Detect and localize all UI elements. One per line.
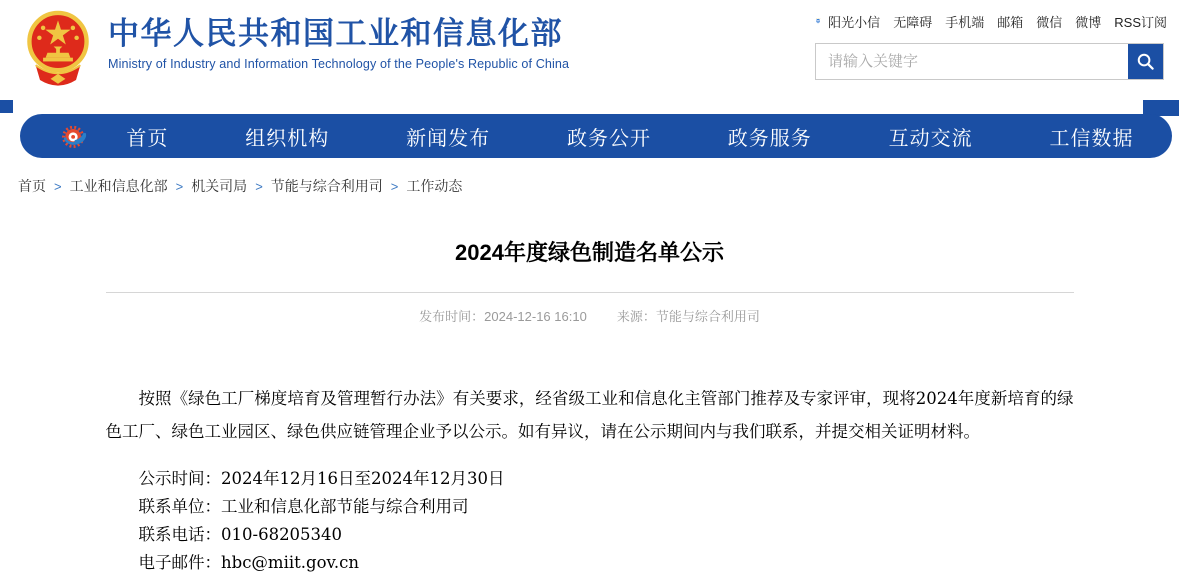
source-value: 节能与综合利用司 — [655, 309, 760, 324]
publish-time: 2024-12-16 16:10 — [484, 309, 587, 324]
nav-items — [88, 122, 1172, 151]
publicity-period-label: 公示时间： — [138, 469, 221, 488]
publicity-period-line — [106, 465, 1074, 493]
contact-phone-line — [106, 521, 1074, 549]
contact-unit-label: 联系单位： — [138, 497, 221, 516]
nav-item-miit-data[interactable]: 工信数据 — [1049, 127, 1134, 150]
contact-email-label: 电子邮件： — [138, 553, 221, 572]
contact-email-value: hbc@miit.gov.cn — [221, 553, 359, 572]
publish-time-label: 发布时间： — [419, 309, 485, 324]
site-title-en: Ministry of Industry and Information Technology of the People's Republic of China — [108, 57, 570, 71]
left-edge-accent — [0, 100, 13, 113]
breadcrumb-item-departments[interactable]: 机关司局 — [191, 178, 248, 194]
top-link-rss[interactable]: RSS订阅 — [1114, 14, 1167, 30]
search-icon — [1136, 52, 1155, 71]
article-body — [106, 382, 1074, 577]
miit-gear-e-logo-icon — [60, 122, 88, 150]
contact-unit-line — [106, 493, 1074, 521]
publish-info — [106, 306, 1074, 325]
top-links — [815, 10, 1167, 32]
article-title: 2024年度绿色制造名单公示 — [455, 240, 724, 265]
article-paragraph: 按照《绿色工厂梯度培育及管理暂行办法》有关要求，经省级工业和信息化主管部门推荐及专家评审，现将2024年度新培育的绿色工厂、绿色工业园区、绿色供应链管理企业予以公示。如有异议，请在公示期间内与我们联系，并提交相关证明材料。 — [105, 389, 1074, 441]
publicity-period-value: 2024年12月16日至2024年12月30日 — [221, 469, 505, 488]
site-title-cn: 中华人民共和国工业和信息化部 — [108, 16, 563, 51]
search-input[interactable] — [816, 44, 1128, 79]
search-box — [815, 43, 1164, 80]
top-link-weibo[interactable]: 微博 — [1075, 14, 1102, 30]
breadcrumb-separator-icon: > — [54, 178, 62, 194]
top-link-mobile[interactable]: 手机端 — [945, 14, 985, 30]
breadcrumb-separator-icon: > — [390, 178, 399, 194]
nav-item-news[interactable]: 新闻发布 — [406, 127, 491, 150]
contact-phone-label: 联系电话： — [138, 525, 221, 544]
breadcrumb-item-home[interactable]: 首页 — [18, 178, 46, 194]
breadcrumb-separator-icon: > — [255, 178, 263, 194]
breadcrumb-item-work-updates[interactable]: 工作动态 — [406, 178, 463, 194]
contact-info — [106, 465, 1074, 577]
title-divider — [106, 292, 1074, 293]
site-brand[interactable] — [18, 8, 569, 90]
article — [106, 236, 1074, 577]
nav-item-gov-services[interactable]: 政务服务 — [727, 127, 812, 150]
nav-item-organization[interactable]: 组织机构 — [245, 127, 330, 150]
top-link-sunshine-assistant[interactable]: 阳光小信 — [828, 14, 881, 30]
top-link-wechat[interactable]: 微信 — [1036, 14, 1063, 30]
national-emblem-icon — [18, 8, 98, 90]
breadcrumb-separator-icon: > — [175, 178, 184, 194]
site-header — [0, 0, 1179, 98]
search-button[interactable] — [1128, 44, 1163, 79]
nav-item-interaction[interactable]: 互动交流 — [888, 127, 973, 150]
main-nav-zone — [0, 98, 1179, 160]
breadcrumb-item-energy-conservation-dept[interactable]: 节能与综合利用司 — [270, 178, 383, 194]
header-right — [815, 10, 1167, 80]
source-label: 来源： — [616, 309, 656, 324]
assistant-mascot-icon — [815, 11, 821, 31]
main-nav-bar — [20, 114, 1172, 158]
nav-item-gov-affairs-disclosure[interactable]: 政务公开 — [566, 127, 651, 150]
breadcrumb — [18, 176, 1179, 196]
contact-email-line — [106, 549, 1074, 577]
breadcrumb-item-miit[interactable]: 工业和信息化部 — [69, 178, 168, 194]
top-link-mail[interactable]: 邮箱 — [997, 14, 1024, 30]
top-link-accessibility[interactable]: 无障碍 — [893, 14, 933, 30]
contact-unit-value: 工业和信息化部节能与综合利用司 — [221, 497, 469, 516]
brand-text — [108, 8, 569, 71]
contact-phone-value: 010-68205340 — [221, 525, 343, 544]
nav-item-home[interactable]: 首页 — [126, 127, 169, 150]
